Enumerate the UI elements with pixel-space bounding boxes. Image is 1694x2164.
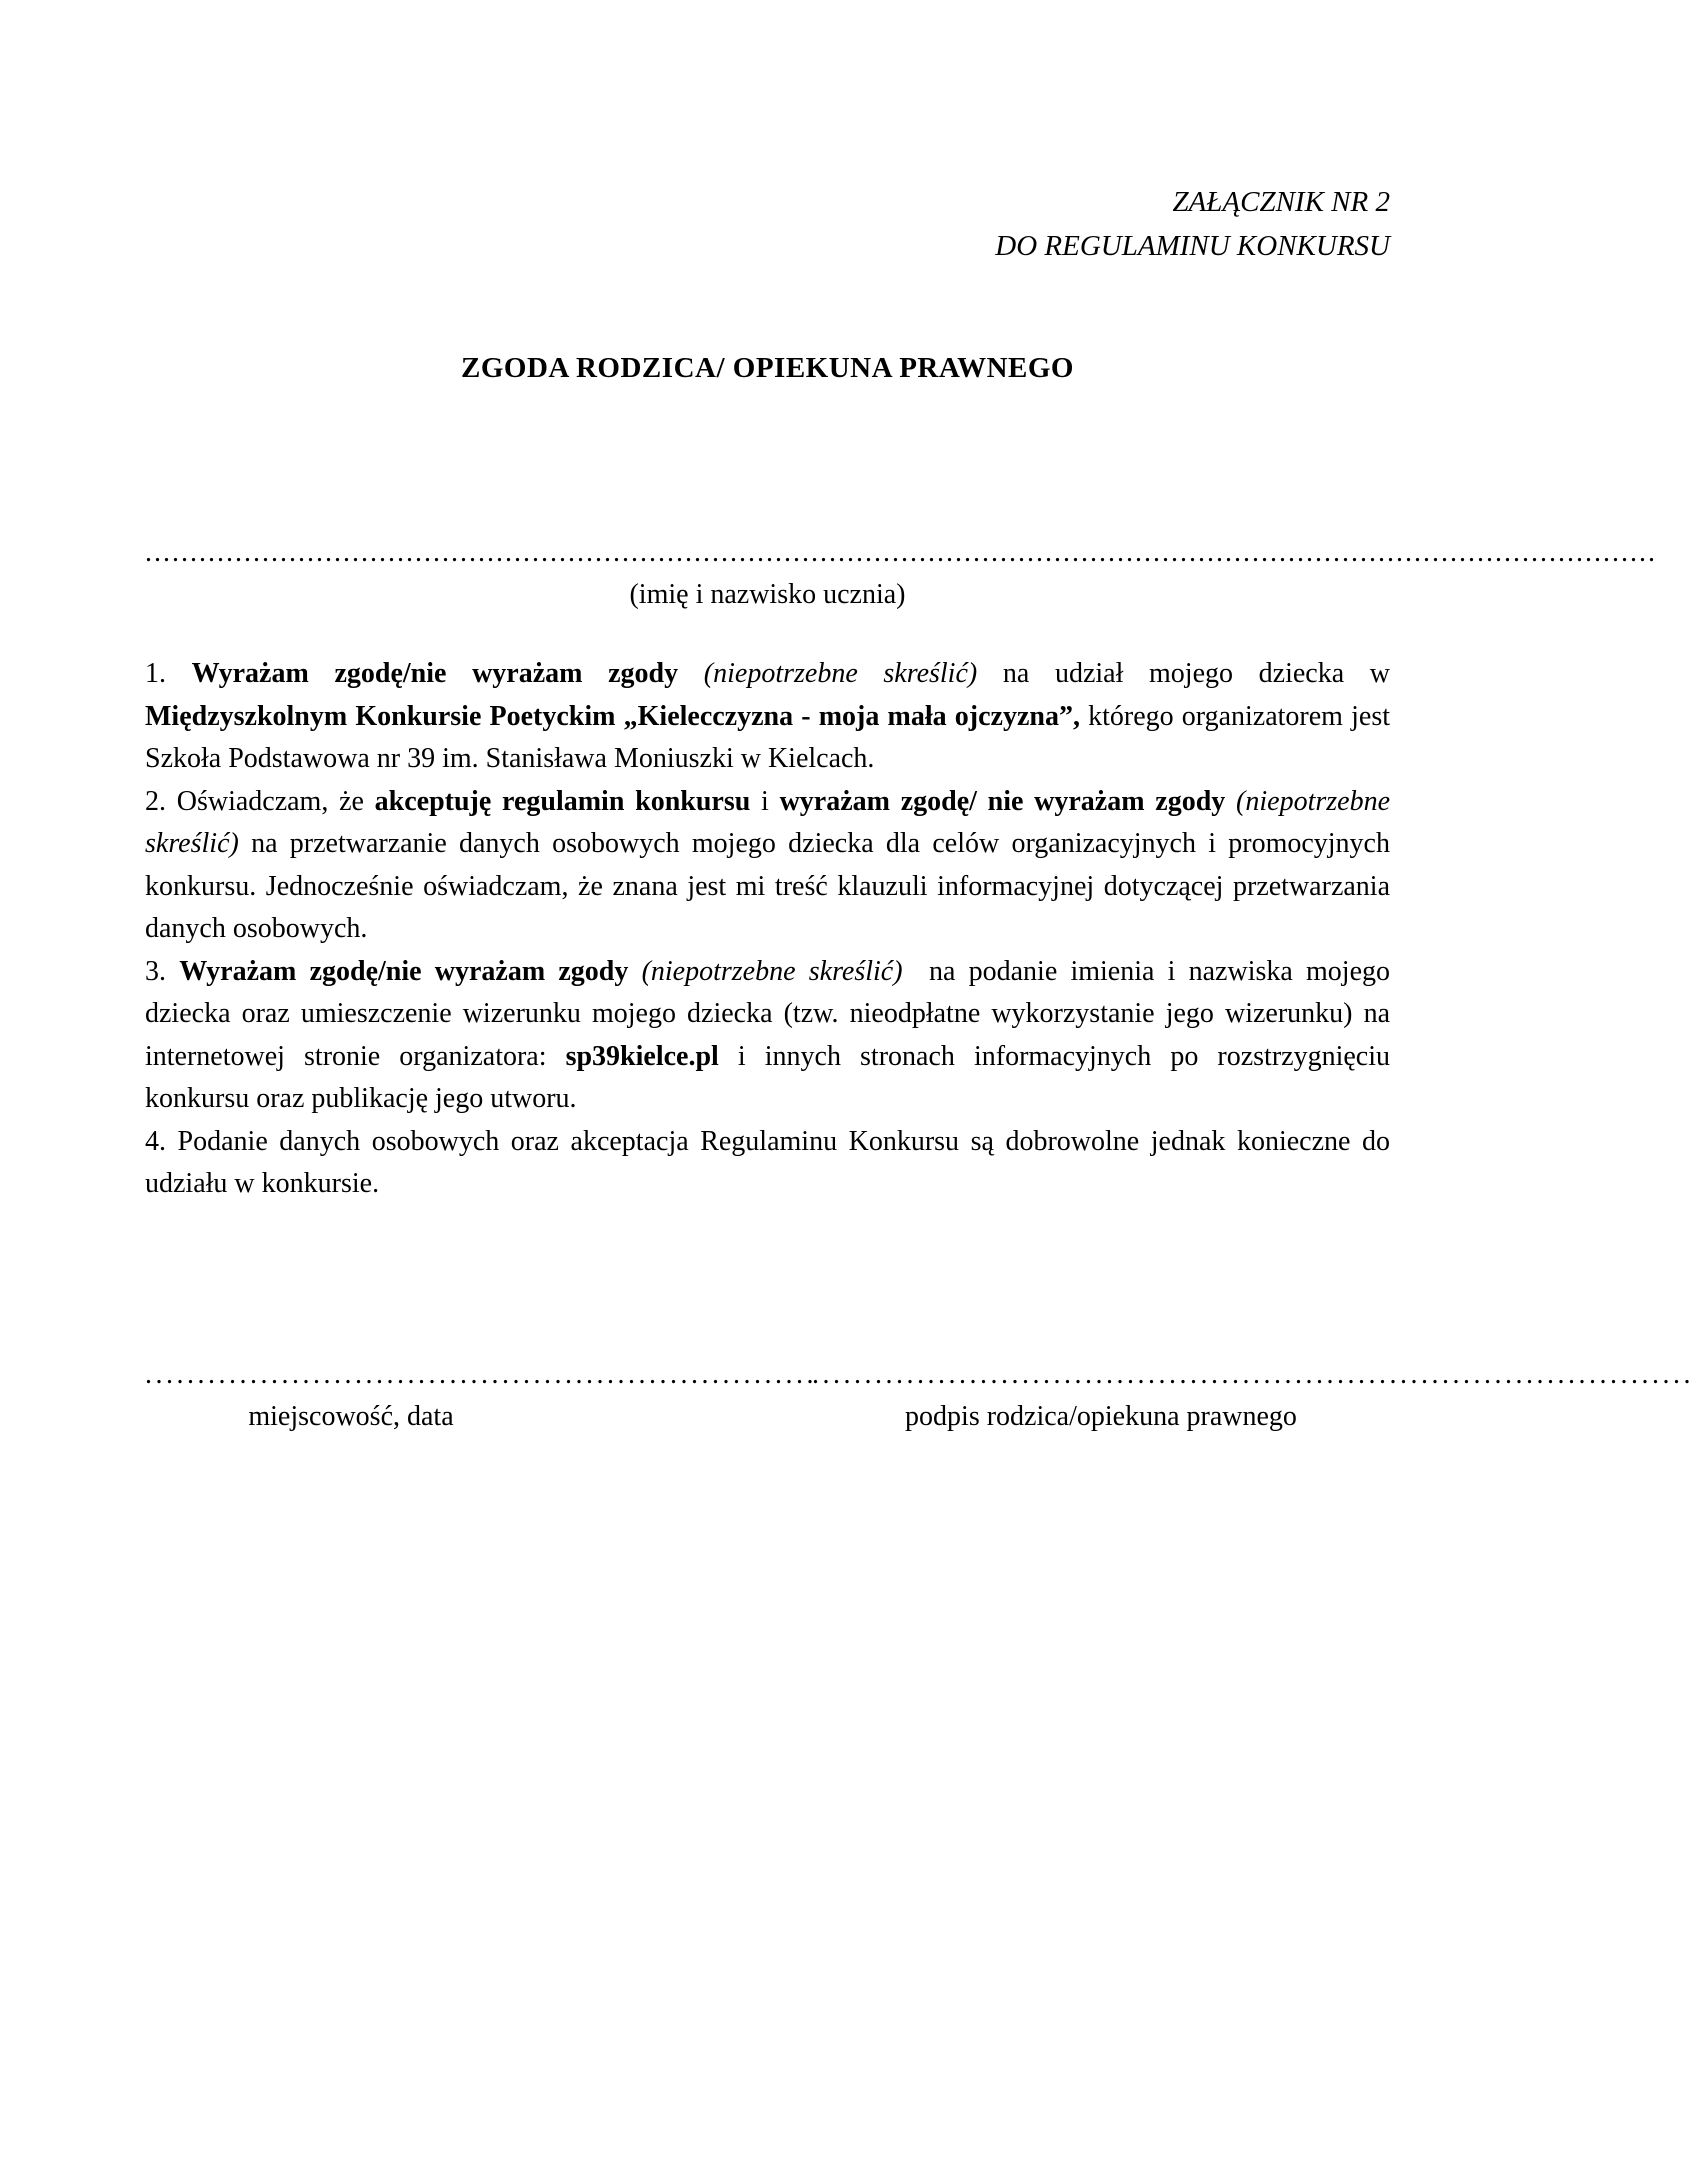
attachment-note-line-1: ZAŁĄCZNIK NR 2 (1172, 186, 1390, 218)
student-name-field (145, 533, 1657, 617)
text-run: Międzyszkolnym Konkursie Poetyckim „Kielecczyzna - moja mała ojczyzna”, (145, 700, 1080, 732)
text-run: (niepotrzebne skreślić) (641, 955, 903, 987)
text-run: na udział mojego dziecka w (977, 658, 1391, 689)
place-date-caption: miejscowość, data (248, 1400, 454, 1432)
text-run: 3. (145, 955, 180, 987)
paragraph-3 (145, 951, 1390, 1121)
document-title: ZGODA RODZICA/ OPIEKUNA PRAWNEGO (461, 352, 1074, 384)
paragraph-4 (145, 1121, 1390, 1206)
text-run: którego organizatorem jest Szkoła Podstawowa nr 39 im. Stanisława Moniuszki w Kielcach. (145, 700, 1390, 774)
signature-field (812, 1356, 1694, 1440)
text-run: Wyrażam zgodę/nie wyrażam zgody (191, 658, 704, 689)
text-run: 4. Podanie danych osobowych oraz akceptacja Regulaminu Konkursu są dobrowolne jednak konieczne do udziału w konkursie. (145, 1125, 1390, 1199)
attachment-note-line-2: DO REGULAMINU KONKURSU (995, 230, 1390, 262)
attachment-header (145, 180, 1390, 268)
signature-dotted-line: .................................................................................... (812, 1358, 1694, 1390)
text-run: 2. Oświadczam, że (145, 785, 375, 817)
text-run: i (750, 785, 780, 817)
text-run: i innych stronach informacyjnych po rozstrzygnięciu konkursu oraz publikację jego utworu. (145, 1040, 1390, 1114)
text-run: na podanie imienia i nazwiska mojego dziecka oraz umieszczenie wizerunku mojego dziecka (tzw. nieodpłatne wykorzystanie jego wizerunku) na internetowej stronie organizatora: (145, 955, 1390, 1072)
signature-caption: podpis rodzica/opiekuna prawnego (905, 1400, 1297, 1432)
signature-section (145, 1356, 1694, 1440)
text-run: wyrażam zgodę/ nie wyrażam zgody (779, 785, 1237, 817)
consent-paragraphs (145, 653, 1390, 1206)
name-dotted-line: ........................................................................................................................................................................ (145, 537, 1657, 568)
text-run: (niepotrzebne skreślić) (145, 785, 1390, 859)
place-date-dotted-line: ................................................................ (145, 1358, 817, 1390)
paragraph-2 (145, 781, 1390, 951)
paragraph-1 (145, 653, 1390, 781)
place-date-field (145, 1356, 817, 1440)
text-run: 1. (145, 658, 192, 689)
text-run: na przetwarzanie danych osobowych mojego dziecka dla celów organizacyjnych i promocyjnych konkursu. Jednocześnie oświadczam, że znana jest mi treść klauzuli informacyjnej dotyczącej przetwarzania danych osobowych. (145, 828, 1390, 944)
text-run: akceptuję regulamin konkursu (374, 785, 751, 817)
text-run: Wyrażam zgodę/nie wyrażam zgody (179, 955, 642, 987)
text-run: (niepotrzebne skreślić) (703, 658, 978, 689)
name-field-caption: (imię i nazwisko ucznia) (629, 579, 906, 610)
text-run: sp39kielce.pl (565, 1040, 719, 1072)
